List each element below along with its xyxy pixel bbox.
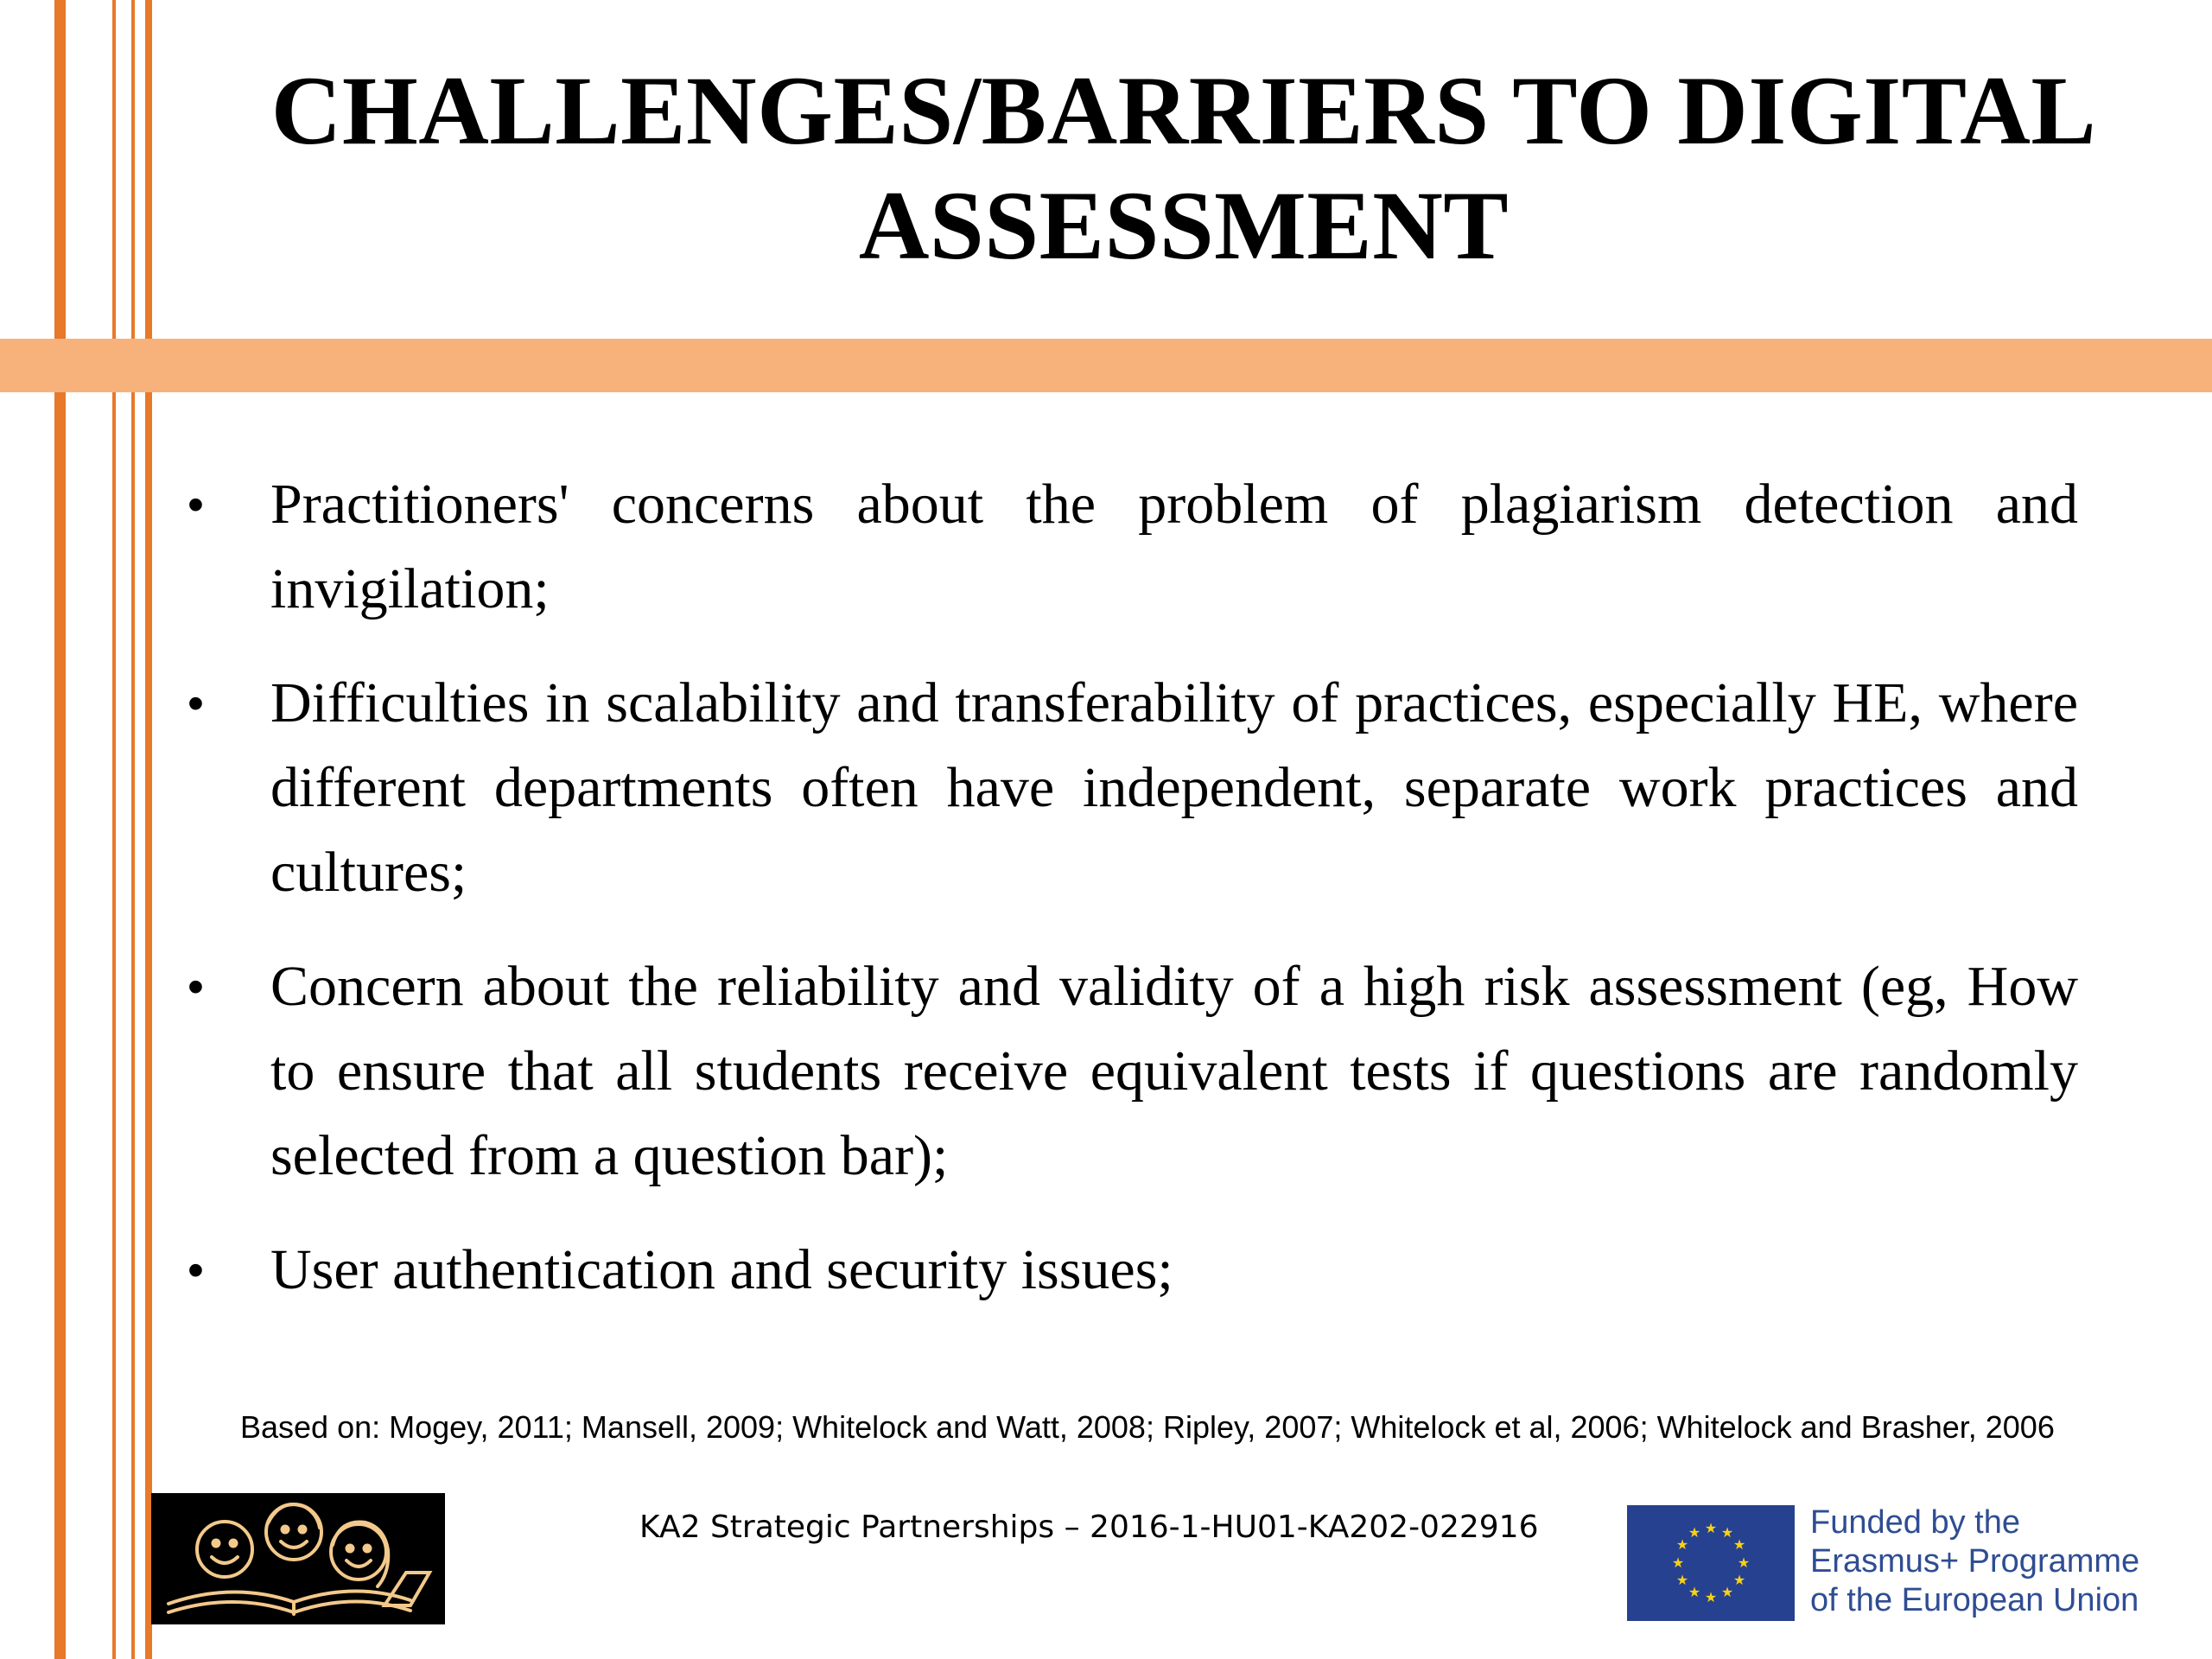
svg-text:★: ★ [1688,1584,1701,1600]
eu-flag-icon [1627,1505,1795,1621]
svg-text:★: ★ [1675,1572,1689,1588]
slide-title-line-1: CHALLENGES/BARRIERS TO DIGITAL [270,57,2097,165]
bullet-text: Difficulties in scalability and transferability of practices, especially HE, where different departments often have independent, separate work practices and cultures; [270,671,2078,904]
bullet-dot: • [188,1244,204,1296]
readers-faces-logo-icon [151,1493,445,1624]
slide-title [216,54,2152,283]
svg-text:★: ★ [1704,1520,1718,1536]
svg-text:★: ★ [1737,1554,1751,1571]
svg-text:★: ★ [1732,1572,1746,1588]
header-orange-band [0,339,2212,392]
eu-funding-line-3: of the European Union [1810,1582,2139,1618]
readers-faces-logo [151,1493,445,1624]
source-note: Based on: Mogey, 2011; Mansell, 2009; Whitelock and Watt, 2008; Ripley, 2007; Whitelock et al, 2006; Whitelock and Brasher, 2006 [240,1409,2055,1445]
bullet-text: Practitioners' concerns about the problem of plagiarism detection and invigilation; [270,473,2078,620]
bullet-item [177,462,2078,632]
bullet-item [177,1228,2078,1313]
eu-funding-line-2: Erasmus+ Programme [1810,1543,2140,1580]
svg-text:★: ★ [1732,1536,1746,1553]
svg-text:★: ★ [1675,1536,1689,1553]
bullet-item [177,944,2078,1198]
svg-text:★: ★ [1720,1584,1734,1600]
left-orange-line-3 [131,0,135,1659]
svg-text:★: ★ [1704,1589,1718,1605]
project-reference: KA2 Strategic Partnerships – 2016-1-HU01-KA202-022916 [639,1510,1539,1545]
eu-flag-stars [1627,1505,1795,1621]
bullet-text: User authentication and security issues; [270,1238,1173,1301]
bullet-dot: • [188,479,204,531]
left-orange-line-1 [54,0,66,1659]
svg-text:★: ★ [1671,1554,1685,1571]
eu-funding-line-1: Funded by the [1810,1504,2020,1541]
slide-title-line-2: ASSESSMENT [858,172,1510,280]
eu-funding-text [1810,1503,2190,1620]
svg-text:★: ★ [1720,1524,1734,1541]
bullet-dot: • [188,961,204,1013]
svg-text:★: ★ [1688,1524,1701,1541]
left-orange-line-2 [112,0,116,1659]
bullet-dot: • [188,677,204,729]
bullet-text: Concern about the reliability and validity of a high risk assessment (eg, How to ensure that all students receive equivalent tests if questions are randomly selected from a question bar); [270,955,2078,1187]
left-orange-line-4 [145,0,152,1659]
bullet-list [177,462,2078,1342]
bullet-item [177,661,2078,915]
